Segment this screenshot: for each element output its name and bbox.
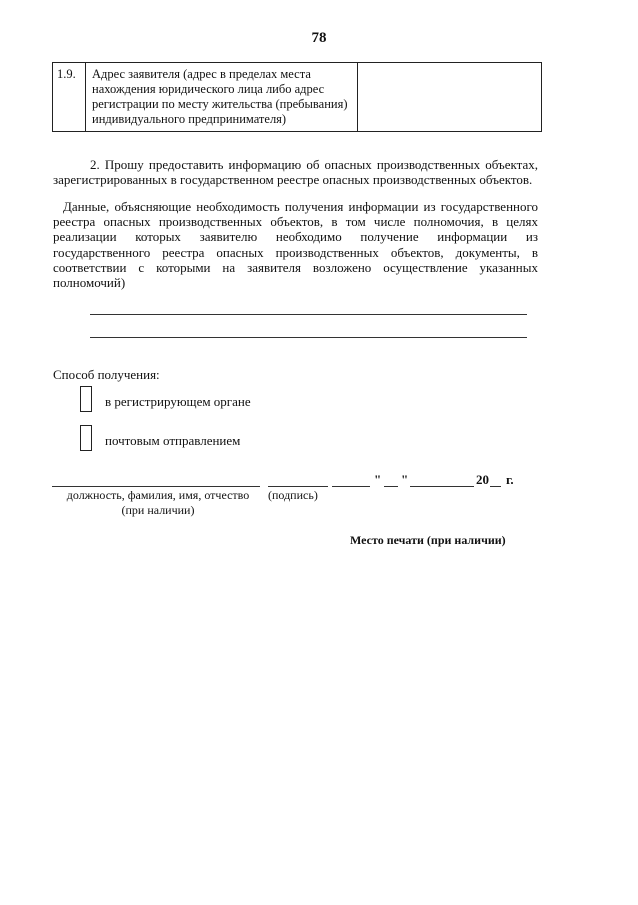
date-quote-open: " xyxy=(374,472,382,487)
position-name-field[interactable] xyxy=(52,486,260,487)
year-suffix: г. xyxy=(506,472,514,487)
table-row xyxy=(53,63,542,132)
justification-fill-line[interactable] xyxy=(90,314,527,315)
signature-caption: (подпись) xyxy=(268,488,318,502)
receipt-method-heading: Способ получения: xyxy=(53,367,160,382)
request-paragraph: 2. Прошу предоставить информацию об опасных производственных объектах, зарегистрированных в государственном реестре опасных производственных объектов. xyxy=(53,157,538,188)
row-label: Адрес заявителя (адрес в пределах места нахождения юридического лица либо адрес регистрации по месту жительства (пребывания) индивидуального предпринимателя) xyxy=(86,63,358,132)
signature-field[interactable] xyxy=(268,486,328,487)
applicant-info-table xyxy=(52,62,542,132)
year-field[interactable] xyxy=(490,486,501,487)
date-quote-close: " xyxy=(401,472,409,487)
checkbox[interactable] xyxy=(80,425,92,451)
checkbox[interactable] xyxy=(80,386,92,412)
applicant-address-field[interactable] xyxy=(358,63,542,132)
justification-paragraph: Данные, объясняющие необходимость получения информации из государственного реестра опасных производственных объектов, в том числе полномочия, в целях реализации которых заявителю необходимо получение информации из государственного реестра опасных производственных объектов, документы, в соответствии с которыми на заявителя возложено осуществление указанных полномочий) xyxy=(53,199,538,291)
signature-extra-line xyxy=(332,486,370,487)
row-number: 1.9. xyxy=(53,63,86,132)
position-caption: должность, фамилия, имя, отчество (при наличии) xyxy=(66,488,250,517)
year-prefix: 20 xyxy=(476,472,489,487)
month-field[interactable] xyxy=(410,486,474,487)
justification-fill-line[interactable] xyxy=(90,337,527,338)
option-label: в регистрирующем органе xyxy=(105,394,251,409)
option-label: почтовым отправлением xyxy=(105,433,241,448)
page-number: 78 xyxy=(311,30,327,46)
stamp-label: Место печати (при наличии) xyxy=(350,533,506,547)
day-field[interactable] xyxy=(384,486,398,487)
